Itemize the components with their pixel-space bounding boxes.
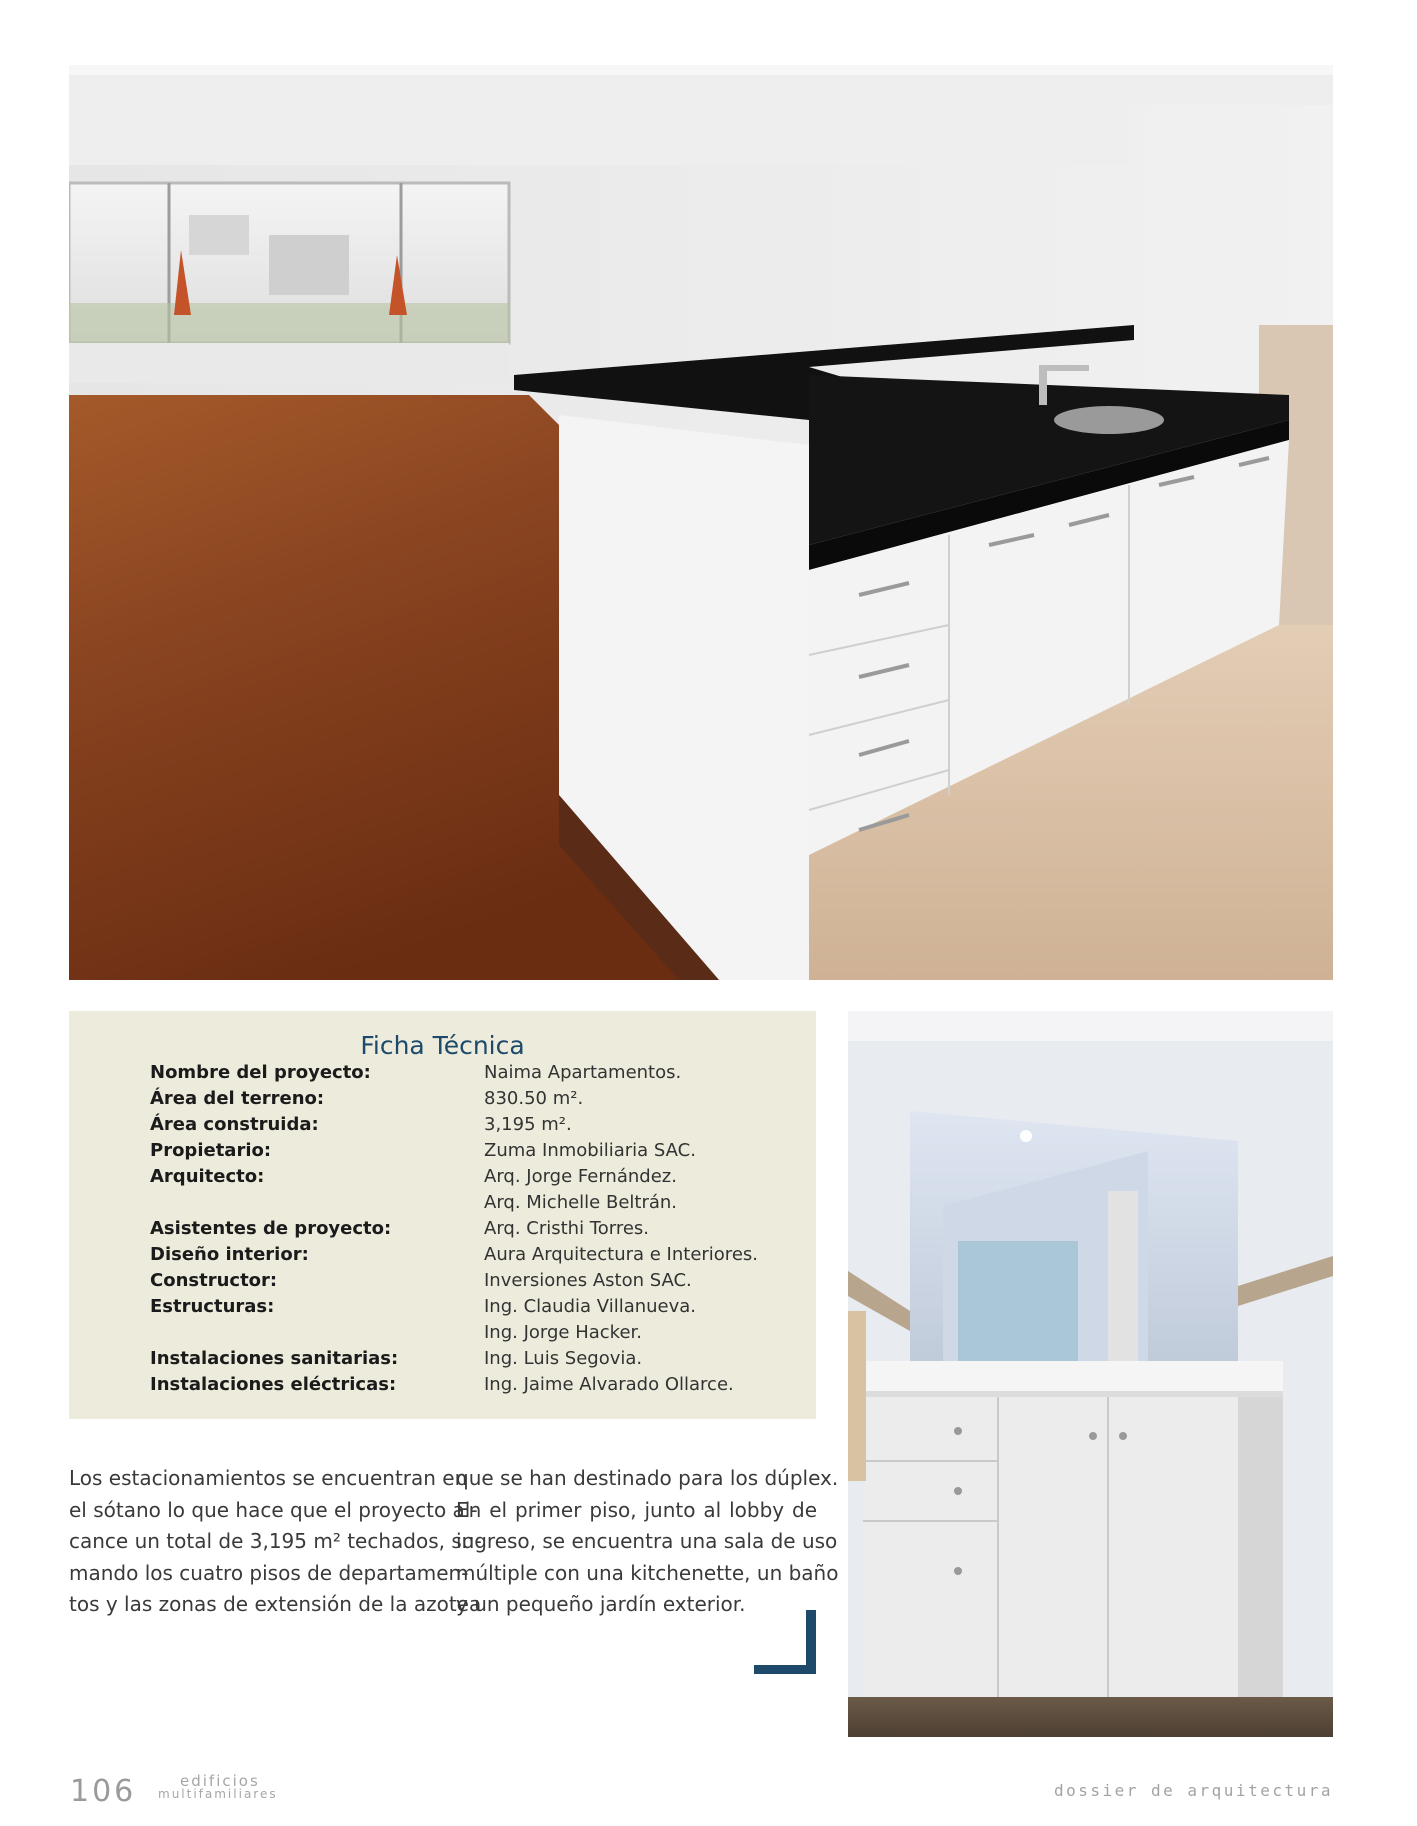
ficha-title: Ficha Técnica <box>360 1031 525 1060</box>
brand-line-1: edificios <box>180 1772 260 1790</box>
ficha-value: Arq. Jorge Fernández. <box>484 1166 677 1187</box>
ficha-label: Arquitecto: <box>150 1166 265 1187</box>
bathroom-photo <box>848 1011 1333 1737</box>
body-line: que se han destinado para los dúplex. <box>456 1466 839 1490</box>
body-line: ingreso, se encuentra una sala de uso <box>456 1529 838 1554</box>
ficha-value: Naima Apartamentos. <box>484 1062 682 1083</box>
ficha-label: Área construida: <box>150 1114 319 1135</box>
body-line: el sótano lo que hace que el proyecto al- <box>69 1497 478 1522</box>
ficha-label: Propietario: <box>150 1140 272 1161</box>
end-of-article-mark <box>754 1610 816 1674</box>
body-line: mando los cuatro pisos de departamen- <box>69 1560 469 1585</box>
body-text-column-2 <box>456 1463 839 1621</box>
ficha-label: Instalaciones sanitarias: <box>150 1348 399 1369</box>
ficha-value: Inversiones Aston SAC. <box>484 1270 692 1291</box>
body-line: cance un total de 3,195 m² techados, su- <box>69 1529 482 1554</box>
ficha-label: Instalaciones eléctricas: <box>150 1374 397 1395</box>
ficha-label: Nombre del proyecto: <box>150 1062 371 1083</box>
ficha-tecnica-box <box>69 1011 816 1419</box>
ficha-value: Arq. Michelle Beltrán. <box>484 1192 678 1213</box>
ficha-value: Ing. Jaime Alvarado Ollarce. <box>484 1374 734 1395</box>
body-text-column-1 <box>69 1463 482 1621</box>
ficha-value: Ing. Luis Segovia. <box>484 1348 643 1369</box>
body-line: tos y las zonas de extensión de la azotea <box>69 1592 482 1617</box>
brand-line-2: multifamiliares <box>158 1787 278 1801</box>
ficha-label: Diseño interior: <box>150 1244 309 1265</box>
ficha-value: Ing. Jorge Hacker. <box>484 1322 643 1343</box>
ficha-value: 830.50 m². <box>484 1088 584 1109</box>
ficha-value: Aura Arquitectura e Interiores. <box>484 1244 758 1265</box>
page-number: 106 <box>70 1774 137 1809</box>
ficha-value: Arq. Cristhi Torres. <box>484 1218 650 1239</box>
ficha-value: Ing. Claudia Villanueva. <box>484 1296 697 1317</box>
bathroom-illustration <box>848 1011 1333 1737</box>
ficha-label: Área del terreno: <box>150 1088 325 1109</box>
body-line: En el primer piso, junto al lobby de <box>456 1497 817 1522</box>
ficha-label: Constructor: <box>150 1270 278 1291</box>
body-line: múltiple con una kitchenette, un baño <box>456 1560 839 1585</box>
ficha-label: Estructuras: <box>150 1296 275 1317</box>
body-line: Los estacionamientos se encuentran en <box>69 1466 468 1490</box>
ficha-value: Zuma Inmobiliaria SAC. <box>484 1140 696 1161</box>
kitchenette-photo <box>69 65 1333 980</box>
ficha-label: Asistentes de proyecto: <box>150 1218 392 1239</box>
body-line: y un pequeño jardín exterior. <box>456 1592 746 1617</box>
kitchenette-illustration <box>69 65 1333 980</box>
section-name: dossier de arquitectura <box>1053 1781 1333 1800</box>
ficha-value: 3,195 m². <box>484 1114 572 1135</box>
magazine-brand <box>158 1772 278 1801</box>
